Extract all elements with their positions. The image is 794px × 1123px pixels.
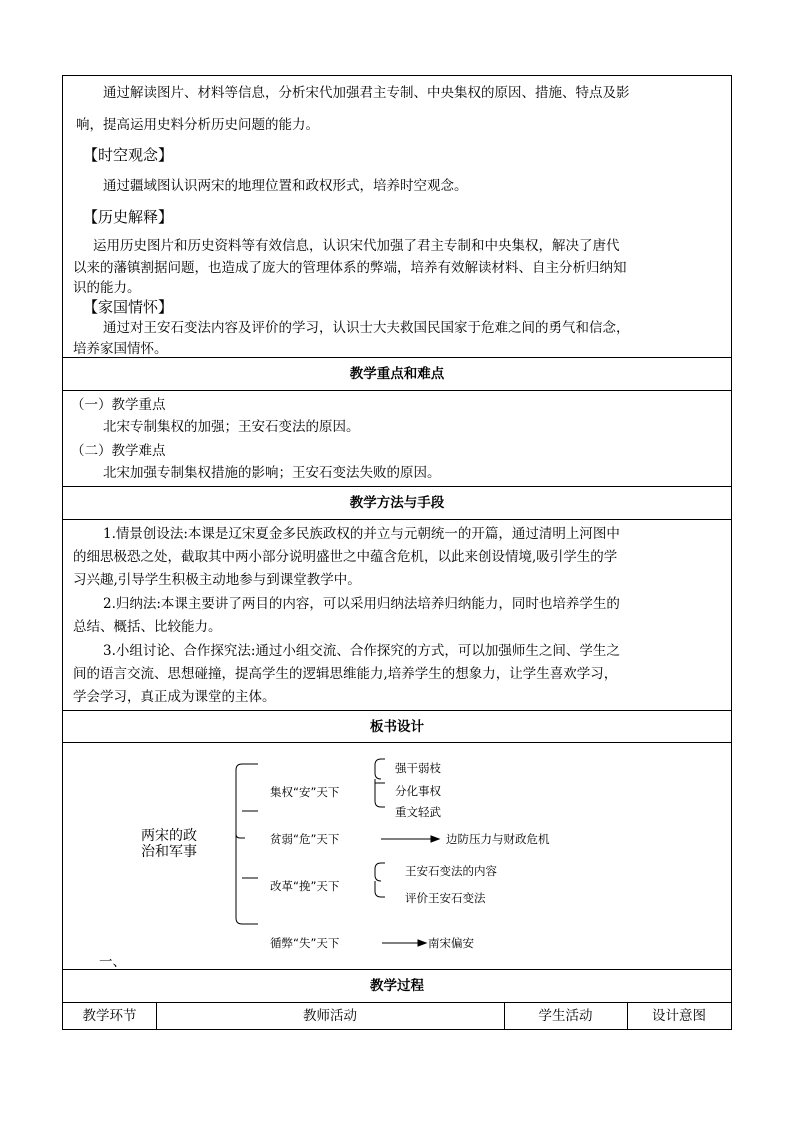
board-branch-3: 改革“挽”天下 [270, 879, 340, 893]
methods-header [63, 486, 731, 519]
method3-line3: 学会学习，真正成为课堂的主体。 [73, 689, 276, 705]
method1-line2: 的细思极恐之处，截取其中两小部分说明盛世之中蕴含危机，以此来创设情境,吸引学生的学 [73, 549, 618, 565]
board-header [63, 710, 731, 742]
key-points-t1: 北宋专制集权的加强；王安石变法的原因。 [103, 419, 360, 435]
board-section [63, 742, 731, 969]
method1-line3: 习兴趣,引导学生积极主动地参与到课堂教学中。 [73, 572, 361, 588]
arrow-b2 [431, 836, 439, 842]
board-b2-item: 边防压力与财政危机 [446, 832, 550, 846]
method2-line2: 总结、概括、比较能力。 [73, 619, 222, 635]
space-time-text: 通过疆域图认识两宋的地理位置和政权形式，培养时空观念。 [103, 178, 468, 194]
brace-top-line [236, 764, 258, 838]
lesson-plan-table [62, 75, 732, 1030]
method1-line1: 1.情景创设法:本课是辽宋夏金多民族政权的并立与元朝统一的开篇，通过清明上河图中 [103, 526, 620, 542]
heading-family: 【家国情怀】 [83, 298, 174, 316]
process-title: 教学过程 [370, 978, 424, 994]
key-points-h2: （二）教学难点 [71, 443, 166, 459]
key-points-title: 教学重点和难点 [349, 366, 445, 382]
board-b3-item-2: 评价王安石变法 [405, 891, 486, 905]
methods-title: 教学方法与手段 [349, 495, 445, 511]
history-line1: 运用历史图片和历史资料等有效信息，认识宋代加强了君主专制和中央集权，解决了唐代 [93, 238, 620, 254]
column-header-stage: 教学环节 [82, 1008, 137, 1024]
board-b1-item-3: 重文轻武 [395, 805, 441, 819]
methods-section [63, 519, 731, 710]
board-b1-item-2: 分化事权 [395, 784, 441, 798]
method3-line1: 3.小组讨论、合作探究法:通过小组交流、合作探究的方式，可以加强师生之间、学生之 [103, 643, 620, 659]
process-header [63, 969, 731, 1002]
heading-history: 【历史解释】 [83, 208, 174, 226]
family-line1: 通过对王安石变法内容及评价的学习，认识士大夫救国民国家于危难之间的勇气和信念， [103, 320, 630, 336]
column-header-student: 学生活动 [538, 1008, 593, 1024]
objectives-section [63, 76, 731, 357]
board-b1-item-1: 强干弱枝 [395, 761, 441, 775]
method2-line1: 2.归纳法:本课主要讲了两目的内容，可以采用归纳法培养归纳能力，同时也培养学生的 [103, 596, 620, 612]
key-points-header [63, 357, 731, 390]
board-branch-1: 集权“安”天下 [270, 785, 340, 799]
heading-space-time: 【时空观念】 [83, 146, 174, 164]
board-title: 板书设计 [370, 719, 424, 735]
board-branch-4: 循弊“失”天下 [270, 936, 340, 950]
arrow-b4 [418, 940, 426, 946]
objectives-para1-line1: 通过解读图片、材料等信息，分析宋代加强君主专制、中央集权的原因、措施、特点及影 [103, 85, 630, 101]
key-points-h1: （一）教学重点 [71, 397, 166, 413]
board-b3-item-1: 王安石变法的内容 [405, 864, 497, 878]
column-header-intent: 设计意图 [652, 1008, 706, 1024]
brace-bottom-line [236, 834, 258, 924]
board-branch-2: 贫弱“危”天下 [270, 832, 340, 846]
history-line3: 识的能力。 [73, 280, 141, 296]
objectives-para1-line2: 响，提高运用史料分析历史问题的能力。 [76, 117, 319, 133]
history-line2: 以来的藩镇割据问题，也造成了庞大的管理体系的弊端，培养有效解读材料、自主分析归纳知 [73, 260, 627, 276]
board-b4-item: 南宋偏安 [428, 936, 474, 950]
method3-line2: 间的语言交流、思想碰撞，提高学生的逻辑思维能力,培养学生的想象力，让学生喜欢学习， [73, 666, 618, 682]
board-root-line2: 治和军事 [141, 844, 197, 860]
key-points-t2: 北宋加强专制集权措施的影响；王安石变法失败的原因。 [103, 465, 441, 481]
board-trailing-text: 一、 [99, 954, 126, 970]
column-header-teacher: 教师活动 [303, 1008, 357, 1024]
family-line2: 培养家国情怀。 [73, 341, 168, 357]
process-columns-row [63, 1002, 731, 1029]
key-points-section [63, 390, 731, 486]
board-root-line1: 两宋的政 [141, 828, 197, 844]
